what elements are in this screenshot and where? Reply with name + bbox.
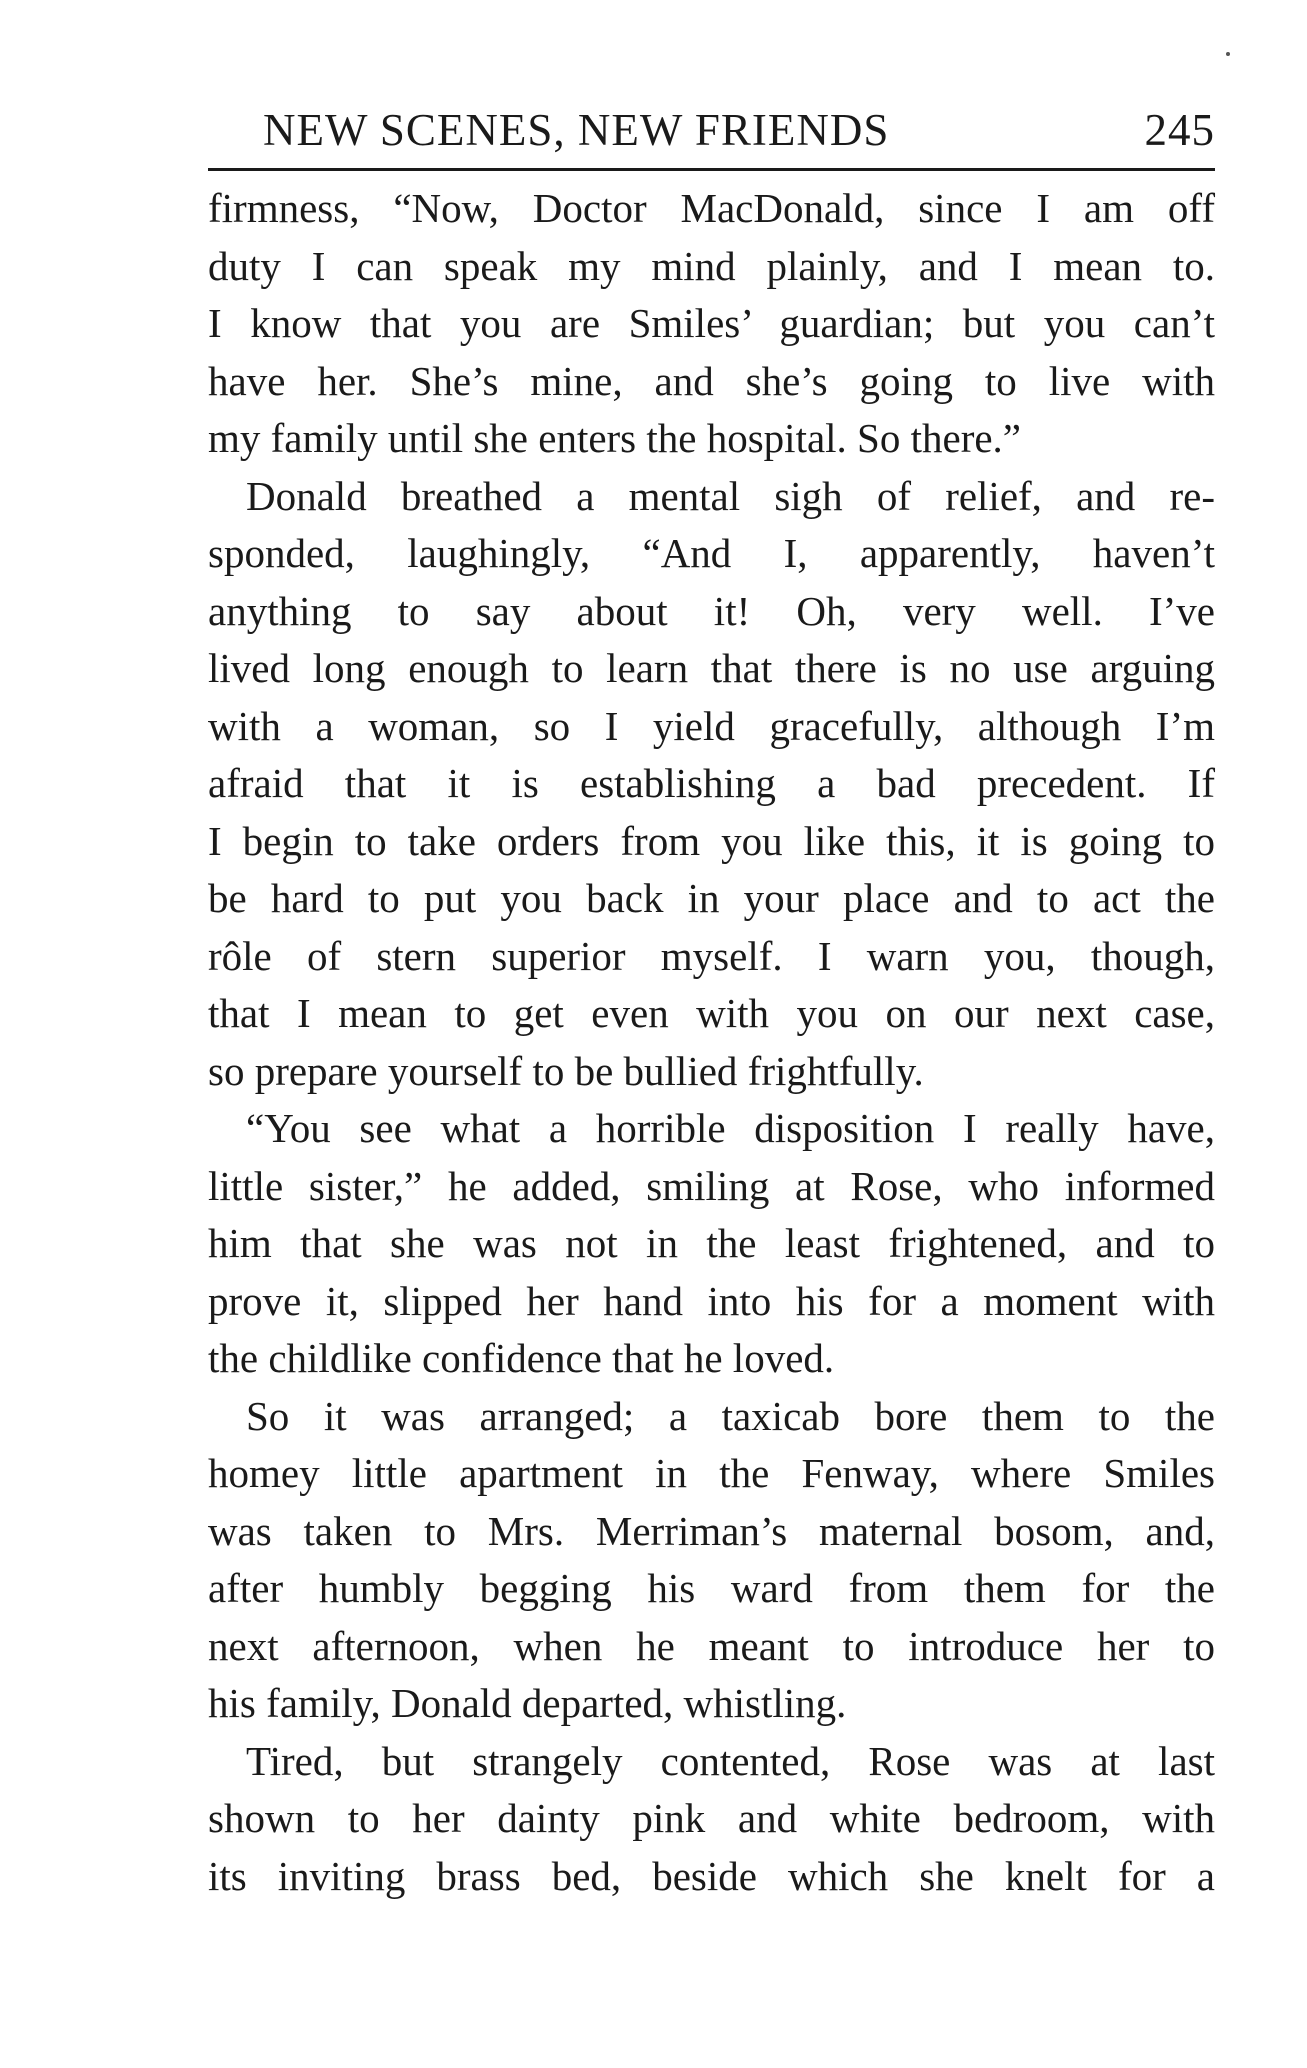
print-speck <box>1226 52 1230 56</box>
running-head <box>208 100 1215 160</box>
text-line: after humbly begging his ward from them for the <box>208 1565 1215 1611</box>
text-line: that I mean to get even with you on our next case, <box>208 990 1215 1036</box>
page-number: 245 <box>1144 105 1215 155</box>
text-line: anything to say about it! Oh, very well. I’ve <box>208 587 1215 634</box>
text-line: duty I can speak my mind plainly, and I mean to. <box>208 242 1215 289</box>
header-rule <box>208 168 1215 171</box>
text-line: have her. She’s mine, and she’s going to live with <box>208 357 1215 404</box>
text-line: Tired, but strangely contented, Rose was at last <box>246 1737 1215 1784</box>
text-line: prove it, slipped her hand into his for a moment with <box>208 1277 1215 1324</box>
text-line: rôle of stern superior myself. I warn you, though, <box>208 932 1215 979</box>
text-line: with a woman, so I yield gracefully, although I’m <box>208 702 1215 749</box>
text-line: afraid that it is establishing a bad precedent. If <box>208 760 1215 806</box>
text-line: firmness, “Now, Doctor MacDonald, since I am off <box>208 185 1215 231</box>
text-line: the childlike confidence that he loved. <box>208 1335 835 1381</box>
text-line: lived long enough to learn that there is no use arguing <box>208 645 1215 691</box>
text-line: sponded, laughingly, “And I, apparently, haven’t <box>208 530 1215 576</box>
text-line: its inviting brass bed, beside which she knelt for a <box>208 1852 1215 1899</box>
running-title: NEW SCENES, NEW FRIENDS <box>263 105 890 155</box>
text-line: I begin to take orders from you like this, it is going to <box>208 817 1215 864</box>
text-line: next afternoon, when he meant to introduce her to <box>208 1622 1215 1669</box>
text-line: be hard to put you back in your place and to act the <box>208 875 1215 921</box>
body-text <box>208 180 1215 1905</box>
text-line: So it was arranged; a taxicab bore them to the <box>246 1392 1215 1439</box>
text-line: my family until she enters the hospital. So there.” <box>208 415 1021 461</box>
text-line: so prepare yourself to be bullied frightfully. <box>208 1047 924 1094</box>
text-line: his family, Donald departed, whistling. <box>208 1680 847 1726</box>
text-line: shown to her dainty pink and white bedroom, with <box>208 1795 1215 1841</box>
text-line: “You see what a horrible disposition I really have, <box>246 1105 1215 1151</box>
text-line: little sister,” he added, smiling at Rose, who informed <box>208 1162 1215 1209</box>
text-line: was taken to Mrs. Merriman’s maternal bosom, and, <box>208 1507 1215 1554</box>
text-line: Donald breathed a mental sigh of relief, and re- <box>246 472 1215 519</box>
text-line: homey little apartment in the Fenway, where Smiles <box>208 1450 1215 1496</box>
text-line: I know that you are Smiles’ guardian; but you can’t <box>208 300 1215 346</box>
text-line: him that she was not in the least frightened, and to <box>208 1220 1215 1266</box>
